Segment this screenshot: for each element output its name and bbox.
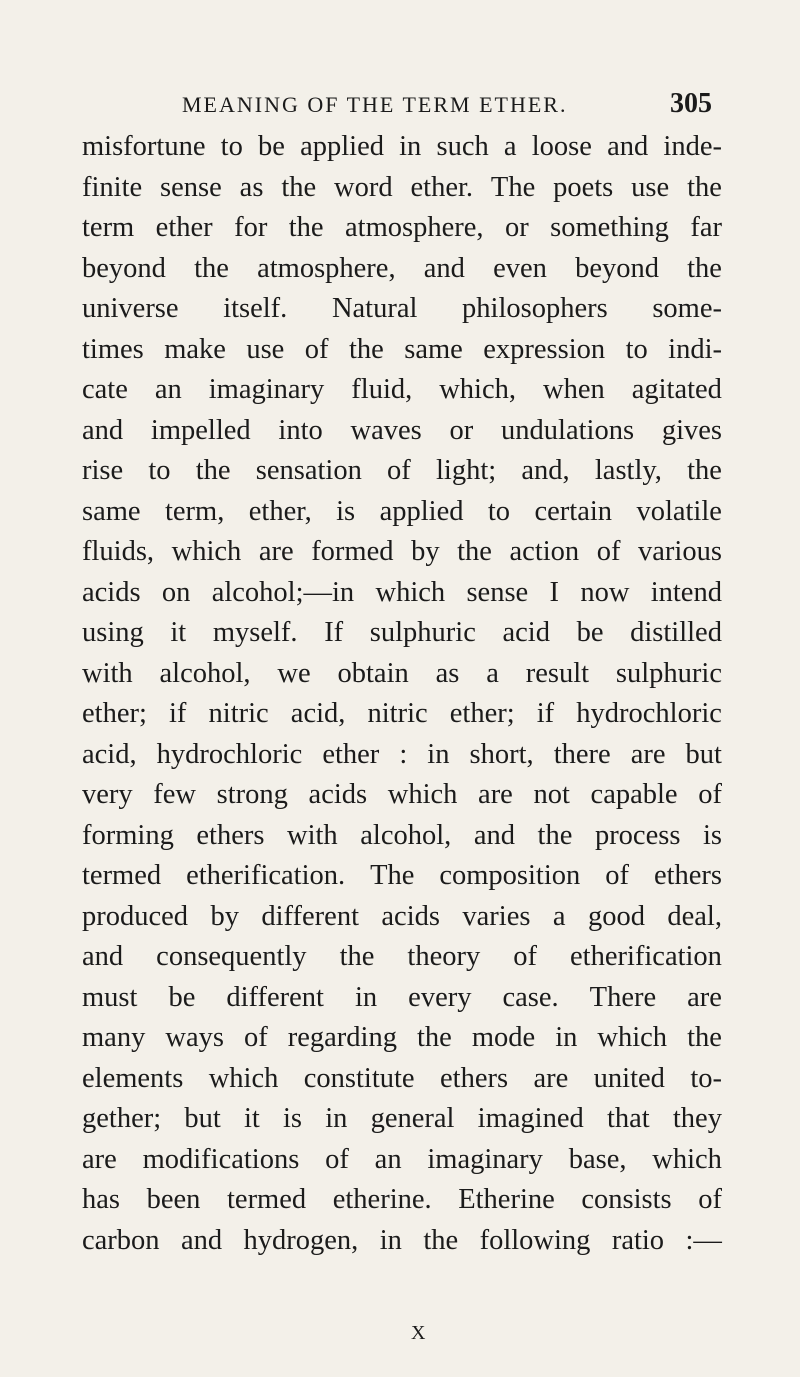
page-number: 305 [670,88,712,119]
text-line: cate an imaginary fluid, which, when agitated [82,374,722,405]
text-line: acids on alcohol;—in which sense I now intend [82,576,722,608]
text-line: elements which constitute ethers are united to- [82,1062,722,1094]
text-line: termed etherification. The composition of ethers [82,860,722,891]
text-line: term ether for the atmosphere, or something far [82,212,722,243]
running-title: MEANING OF THE TERM ETHER. [182,92,568,117]
text-line: produced by different acids varies a good deal, [82,900,722,932]
running-head [182,88,712,128]
text-line: ether; if nitric acid, nitric ether; if hydrochloric [82,698,722,729]
text-line: and impelled into waves or undulations gives [82,414,722,446]
text-line: are modifications of an imaginary base, which [82,1143,722,1175]
body-paragraph [82,127,722,1261]
text-line: beyond the atmosphere, and even beyond the [82,252,722,284]
text-line: forming ethers with alcohol, and the process is [82,819,722,851]
text-line: gether; but it is in general imagined that they [82,1103,722,1134]
text-line: and consequently the theory of etherification [82,941,722,972]
text-line: very few strong acids which are not capable of [82,779,722,810]
text-line: universe itself. Natural philosophers some- [82,293,722,324]
text-line: has been termed etherine. Etherine consists of [82,1184,722,1215]
signature-mark: X [411,1322,426,1344]
text-line: finite sense as the word ether. The poets use the [82,171,722,203]
text-line: must be different in every case. There are [82,981,722,1013]
text-line: fluids, which are formed by the action of various [82,536,722,567]
text-line: times make use of the same expression to indi- [82,333,722,365]
text-line: many ways of regarding the mode in which the [82,1022,722,1053]
text-line: with alcohol, we obtain as a result sulphuric [82,657,722,689]
text-line: using it myself. If sulphuric acid be distilled [82,617,722,648]
text-line: carbon and hydrogen, in the following ratio :— [82,1224,722,1256]
text-line: rise to the sensation of light; and, lastly, the [82,455,722,486]
text-line: misfortune to be applied in such a loose and inde- [82,131,722,162]
text-line: acid, hydrochloric ether : in short, there are but [82,738,722,770]
text-line: same term, ether, is applied to certain volatile [82,495,722,527]
